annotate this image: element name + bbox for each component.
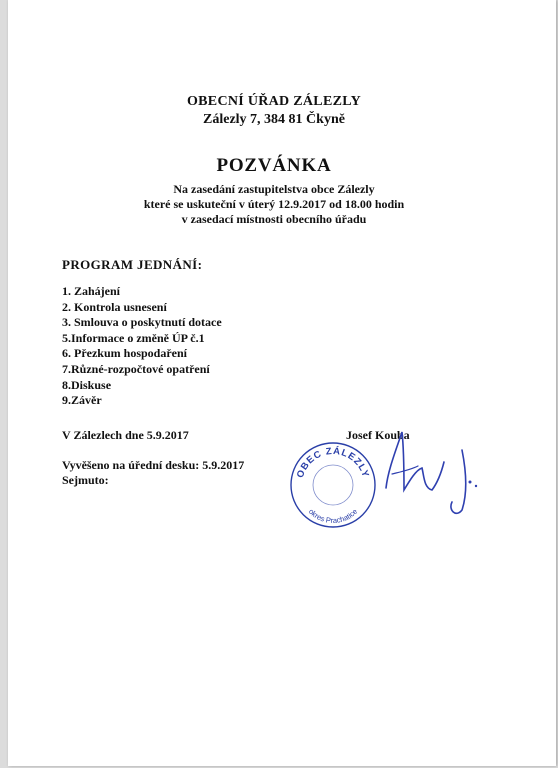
- handwritten-signature-icon: [358, 410, 498, 520]
- signer-name: Josef Kouba: [346, 428, 410, 442]
- program-list: [62, 284, 222, 409]
- program-item: 1. Zahájení: [62, 284, 121, 298]
- program-item: 5.Informace o změně ÚP č.1: [62, 330, 205, 345]
- posted-date: Vyvěšeno na úřední desku: 5.9.2017: [62, 458, 245, 472]
- removed-label: Sejmuto:: [62, 473, 109, 487]
- program-item: 6. Přezkum hospodaření: [62, 346, 188, 361]
- document-page: [8, 0, 556, 766]
- program-item: 9.Závěr: [62, 393, 102, 408]
- program-item: 3. Smlouva o poskytnutí dotace: [62, 315, 222, 330]
- invitation-line-1: Na zasedání zastupitelstva obce Zálezly: [173, 182, 375, 196]
- stamp-bottom-text: okres Prachatice: [306, 506, 360, 526]
- program-item: 2. Kontrola usnesení: [62, 299, 167, 314]
- program-item: 7.Různé-rozpočtové opatření: [62, 361, 210, 376]
- invitation-line-3: v zasedací místnosti obecního úřadu: [181, 212, 367, 226]
- program-item: 8.Diskuse: [62, 377, 112, 392]
- place-date: V Zálezlech dne 5.9.2017: [62, 428, 189, 442]
- program-heading: PROGRAM JEDNÁNÍ:: [62, 257, 203, 272]
- office-address: Zálezly 7, 384 81 Čkyně: [203, 112, 345, 127]
- invitation-line-2: které se uskuteční v úterý 12.9.2017 od 18.00 hodin: [143, 197, 405, 211]
- stamp-top-text: OBEC ZÁLEZLY: [294, 445, 372, 480]
- invitation-title: POZVÁNKA: [216, 155, 332, 176]
- office-name: OBECNÍ ÚŘAD ZÁLEZLY: [186, 94, 361, 109]
